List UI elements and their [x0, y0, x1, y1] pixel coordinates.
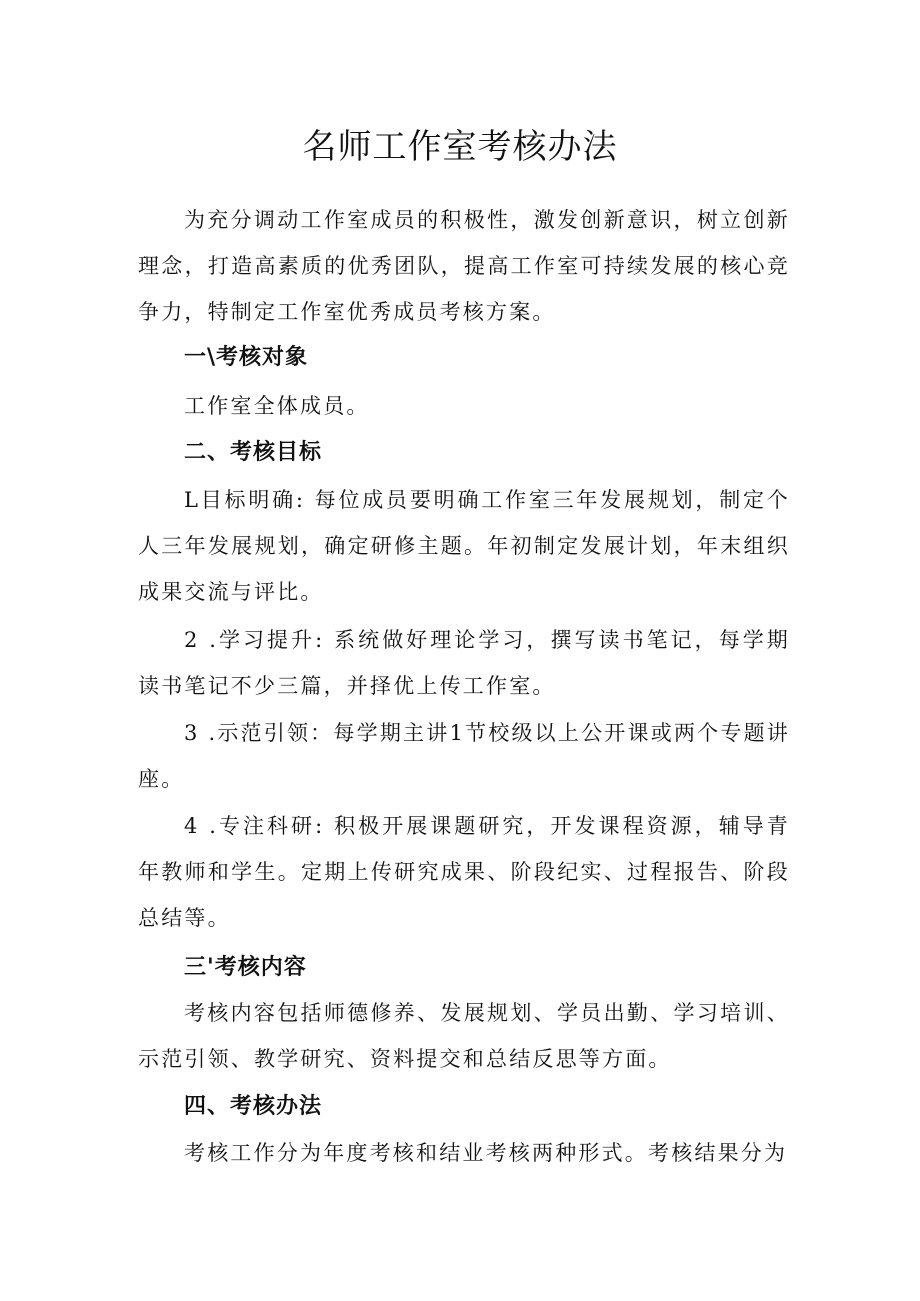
section-2-paragraph-1: L目标明确: 每位成员要明确工作室三年发展规划，制定个人三年发展规划，确定研修主题。年初制定发展计划，年末组织成果交流与评比。: [138, 488, 790, 604]
section-3-paragraph-1: 考核内容包括师德修养、发展规划、学员出勤、学习培训、示范引领、教学研究、资料提交和总结反思等方面。: [138, 1001, 790, 1071]
intro-paragraph: 为充分调动工作室成员的积极性，激发创新意识，树立创新理念，打造高素质的优秀团队，提高工作室可持续发展的核心竞争力，特制定工作室优秀成员考核方案。: [138, 208, 790, 324]
section-2-paragraph-3: 3 .示范引领：每学期主讲1节校级以上公开课或两个专题讲座。: [138, 721, 790, 791]
section-1-paragraph-1: 工作室全体成员。: [184, 394, 370, 418]
section-heading-3: 三'考核内容: [184, 955, 307, 980]
section-heading-1: 一\考核对象: [184, 345, 309, 370]
section-2-paragraph-4: 4 .专注科研: 积极开展课题研究，开发课程资源，辅导青年教师和学生。定期上传研究成果、阶段纪实、过程报告、阶段总结等。: [138, 814, 790, 930]
section-2-paragraph-2: 2 .学习提升: 系统做好理论学习，撰写读书笔记，每学期读书笔记不少三篇，并择优上传工作室。: [138, 628, 790, 698]
document-title: 名师工作室考核办法: [302, 127, 618, 167]
section-4-paragraph-1: 考核工作分为年度考核和结业考核两种形式。考核结果分为: [184, 1141, 788, 1165]
section-heading-2: 二、考核目标: [184, 440, 323, 465]
section-heading-4: 四、考核办法: [184, 1094, 323, 1119]
